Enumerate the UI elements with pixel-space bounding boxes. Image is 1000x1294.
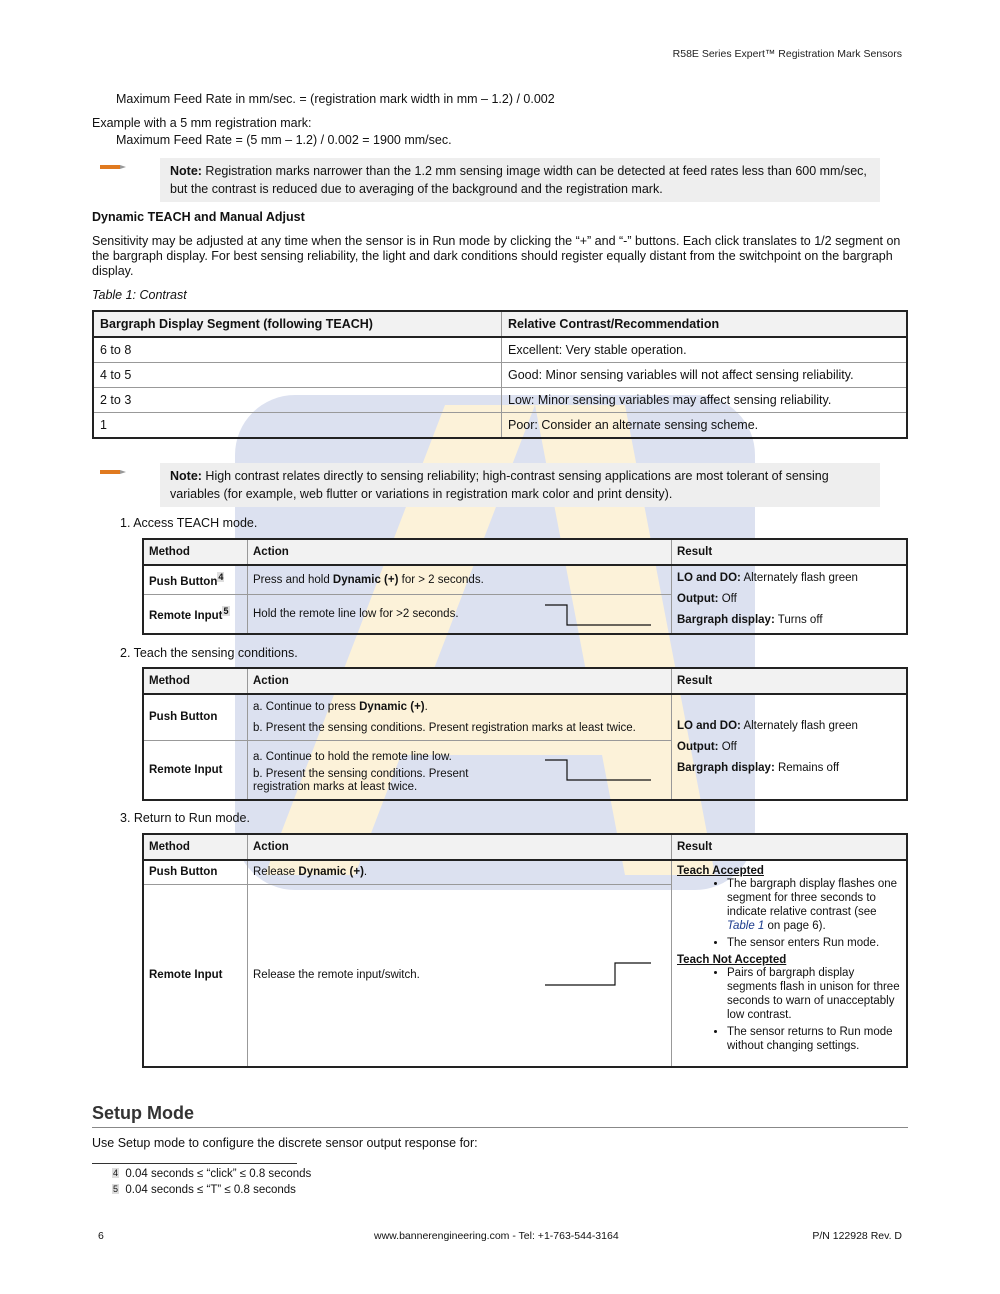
pencil-icon [100, 469, 126, 475]
table-cell: Excellent: Very stable operation. [502, 337, 908, 363]
table-header-row [93, 311, 907, 337]
step-2: 2. Teach the sensing conditions. [120, 646, 298, 660]
table-cell: Good: Minor sensing variables will not affect sensing reliability. [502, 363, 908, 388]
formula-line: Maximum Feed Rate in mm/sec. = (registration mark width in mm – 1.2) / 0.002 [116, 92, 555, 106]
footnote: $^4$ 0.04 seconds ≤ “click” ≤ 0.8 seconds [113, 1168, 312, 1180]
list-item: • The bargraph display flashes one segment for three seconds to indicate relative contrast (see Table 1 on page 6). [727, 877, 901, 933]
method-cell: Push Button [143, 860, 248, 884]
example-label: Example with a 5 mm registration mark: [92, 116, 312, 130]
table-cell: 1 [93, 413, 502, 439]
list-item: • The sensor returns to Run mode without changing settings. [727, 1025, 901, 1053]
list-item: • The sensor enters Run mode. [727, 936, 901, 950]
method-cell: Remote Input [143, 740, 248, 800]
section-divider [92, 1127, 908, 1128]
table-row [93, 413, 907, 439]
section-heading: Dynamic TEACH and Manual Adjust [92, 210, 305, 224]
teach-mode-table [142, 538, 908, 635]
column-header: Method [143, 834, 248, 860]
column-header: Relative Contrast/Recommendation [502, 311, 908, 337]
example-formula: Maximum Feed Rate = (5 mm – 1.2) / 0.002 = 1900 mm/sec. [116, 133, 452, 147]
note-text: High contrast relates directly to sensing reliability; high-contrast sensing applications are most tolerant of sensing variables (for example, web flutter or variations in registration mark color and print density). [170, 469, 829, 501]
footer-contact: www.bannerengineering.com - Tel: +1-763-544-3164 [374, 1230, 619, 1242]
header-title: R58E Series Expert™ Registration Mark Sensors [672, 48, 902, 60]
action-cell: a. Continue to press Dynamic (+). b. Present the sensing conditions. Present registration marks at least twice. [248, 694, 672, 740]
part-number: P/N 122928 Rev. D [812, 1230, 902, 1242]
pencil-icon [100, 164, 126, 170]
teach-accepted-title: Teach Accepted [677, 865, 764, 877]
signal-high-icon [545, 961, 655, 989]
footnote-ref: 4 [218, 571, 224, 582]
step-3: 3. Return to Run mode. [120, 811, 250, 825]
run-mode-table [142, 833, 908, 1068]
action-cell: Release the remote input/switch. [248, 884, 672, 1067]
column-header: Action [248, 539, 672, 565]
method-cell: Remote Input$^5$ [143, 594, 248, 634]
column-header: Result [672, 668, 908, 694]
method-cell: Push Button [143, 694, 248, 740]
teach-not-accepted-title: Teach Not Accepted [677, 954, 787, 966]
table-cell: 2 to 3 [93, 388, 502, 413]
action-cell: a. Continue to hold the remote line low. b. Present the sensing conditions. Present registration marks at least twice. [248, 740, 672, 800]
column-header: Method [143, 668, 248, 694]
page-number: 6 [98, 1230, 104, 1242]
section-title: Setup Mode [92, 1103, 194, 1123]
table-cell: 4 to 5 [93, 363, 502, 388]
result-cell: LO and DO: Alternately flash green Output: Off Bargraph display: Turns off [672, 565, 908, 634]
footnote: $^5$ 0.04 seconds ≤ “T” ≤ 0.8 seconds [113, 1184, 296, 1196]
column-header: Method [143, 539, 248, 565]
column-header: Action [248, 834, 672, 860]
footnote-ref: 5 [223, 605, 229, 616]
step-1: 1. Access TEACH mode. [120, 516, 258, 530]
column-header: Result [672, 539, 908, 565]
setup-intro: Use Setup mode to configure the discrete sensor output response for: [92, 1136, 478, 1150]
column-header: Result [672, 834, 908, 860]
table-caption: Table 1: Contrast [92, 288, 187, 302]
method-cell: Push Button$^4$ [143, 565, 248, 594]
action-cell: Hold the remote line low for >2 seconds. [248, 594, 672, 634]
note-box [160, 158, 880, 202]
table-cell: 6 to 8 [93, 337, 502, 363]
action-cell: Release Dynamic (+). [248, 860, 672, 884]
teach-conditions-table [142, 667, 908, 801]
footnote-divider [92, 1163, 297, 1164]
list-item: • Pairs of bargraph display segments flash in unison for three seconds to warn of unacceptably low contrast. [727, 966, 901, 1022]
column-header: Action [248, 668, 672, 694]
note-box [160, 463, 880, 507]
note-label: Note: [170, 164, 202, 178]
paragraph: Sensitivity may be adjusted at any time when the sensor is in Run mode by clicking the “+” and “-” buttons. Each click translates to 1/2 segment on the bargraph display. For best sensing reliability, the light and dark conditions should register equally distant from the switchpoint on the bargraph display. [92, 234, 901, 278]
table-cell: Poor: Consider an alternate sensing scheme. [502, 413, 908, 439]
table-row [93, 363, 907, 388]
table-row [93, 388, 907, 413]
table-row [93, 337, 907, 363]
result-cell [672, 860, 908, 1067]
column-header: Bargraph Display Segment (following TEACH) [93, 311, 502, 337]
action-cell: Press and hold Dynamic (+) for > 2 seconds. [248, 565, 672, 594]
table-1-link[interactable]: Table 1 [727, 920, 765, 932]
signal-low-icon [545, 756, 655, 784]
note-label: Note: [170, 469, 202, 483]
contrast-table [92, 310, 908, 439]
result-cell: LO and DO: Alternately flash green Output: Off Bargraph display: Remains off [672, 694, 908, 800]
method-cell: Remote Input [143, 884, 248, 1067]
note-text: Registration marks narrower than the 1.2 mm sensing image width can be detected at feed rates less than 600 mm/sec, but the contrast is reduced due to averaging of the background and the registration mark. [170, 164, 867, 196]
signal-low-icon [545, 601, 655, 629]
table-cell: Low: Minor sensing variables may affect sensing reliability. [502, 388, 908, 413]
